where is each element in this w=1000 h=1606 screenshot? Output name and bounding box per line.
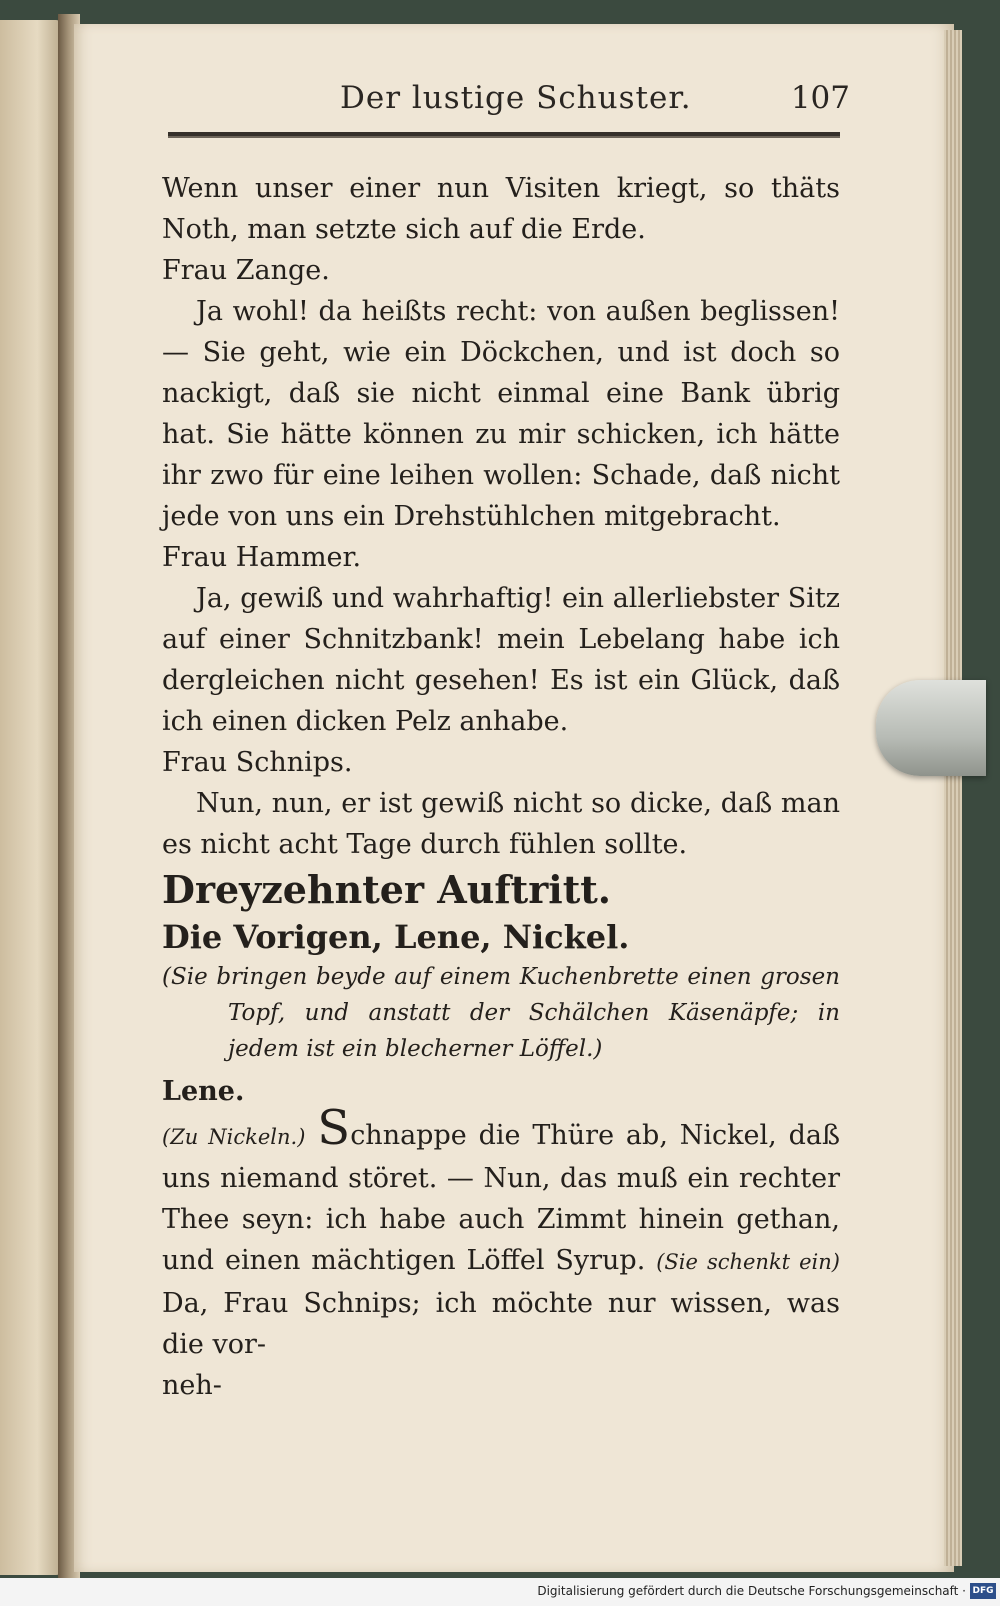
paragraph-3: Ja, gewiß und wahrhaftig! ein allerliebster Sitz auf einer Schnitzbank! mein Lebelang habe ich dergleichen nicht gesehen! Es ist ein Glück, daß ich einen dicken Pelz anhabe. — [162, 583, 840, 737]
page-clip — [876, 680, 986, 776]
catchword: neh- — [162, 1370, 222, 1401]
stage-direction: (Sie bringen beyde auf einem Kuchenbrette einen grosen Topf, und anstatt der Schälchen Käsenäpfe; in jedem ist ein blecherner Löffel.) — [162, 964, 840, 1062]
left-page — [0, 20, 62, 1575]
footer-credit: Digitalisierung gefördert durch die Deutsche Forschungsgemeinschaft · — [537, 1584, 966, 1598]
paragraph-5-part-b: Da, Frau Schnips; ich möchte nur wissen, was die vor- — [162, 1288, 840, 1360]
paragraph-2: Ja wohl! da heißts recht: von außen beglissen! — Sie geht, wie ein Döckchen, und ist doch so nackigt, daß sie nicht einmal eine Bank übrig hat. Sie hätte können zu mir schicken, ich hätte ihr zwo für eine leihen wollen: Schade, daß nicht jede von uns ein Drehstühlchen mitgebracht. — [162, 296, 840, 532]
dfg-logo-icon: DFG — [970, 1583, 996, 1599]
page-edges — [944, 30, 962, 1566]
header-rule — [168, 132, 840, 138]
page-text — [162, 168, 840, 1406]
stage-inline-schenkt-ein: (Sie schenkt ein) — [656, 1250, 840, 1274]
footer-bar — [0, 1578, 1000, 1606]
speaker-zange: Frau Zange. — [162, 255, 330, 286]
speaker-hammer: Frau Hammer. — [162, 542, 362, 573]
paragraph-5-part-a: chnappe die Thüre ab, Nickel, daß uns niemand störet. — Nun, das muß ein rechter Thee seyn: ich habe auch Zimmt hinein gethan, und einen mächtigen Löffel Syrup. — [162, 1120, 841, 1276]
page-header — [170, 80, 850, 126]
speaker-schnips: Frau Schnips. — [162, 747, 353, 778]
stage-inline-zu-nickeln: (Zu Nickeln.) — [162, 1125, 306, 1149]
scene-heading: Dreyzehnter Auftritt. — [162, 867, 612, 912]
paragraph-1: Wenn unser einer nun Visiten kriegt, so thäts Noth, man setzte sich auf die Erde. — [162, 173, 840, 245]
speaker-lene: Lene. — [162, 1076, 245, 1107]
running-title: Der lustige Schuster. — [340, 80, 692, 116]
page-number: 107 — [790, 80, 850, 116]
drop-cap: S — [317, 1100, 351, 1156]
paragraph-4: Nun, nun, er ist gewiß nicht so dicke, daß man es nicht acht Tage durch fühlen sollte. — [162, 788, 840, 860]
scene-persons: Die Vorigen, Lene, Nickel. — [162, 918, 630, 956]
paragraph-5 — [162, 1100, 841, 1365]
